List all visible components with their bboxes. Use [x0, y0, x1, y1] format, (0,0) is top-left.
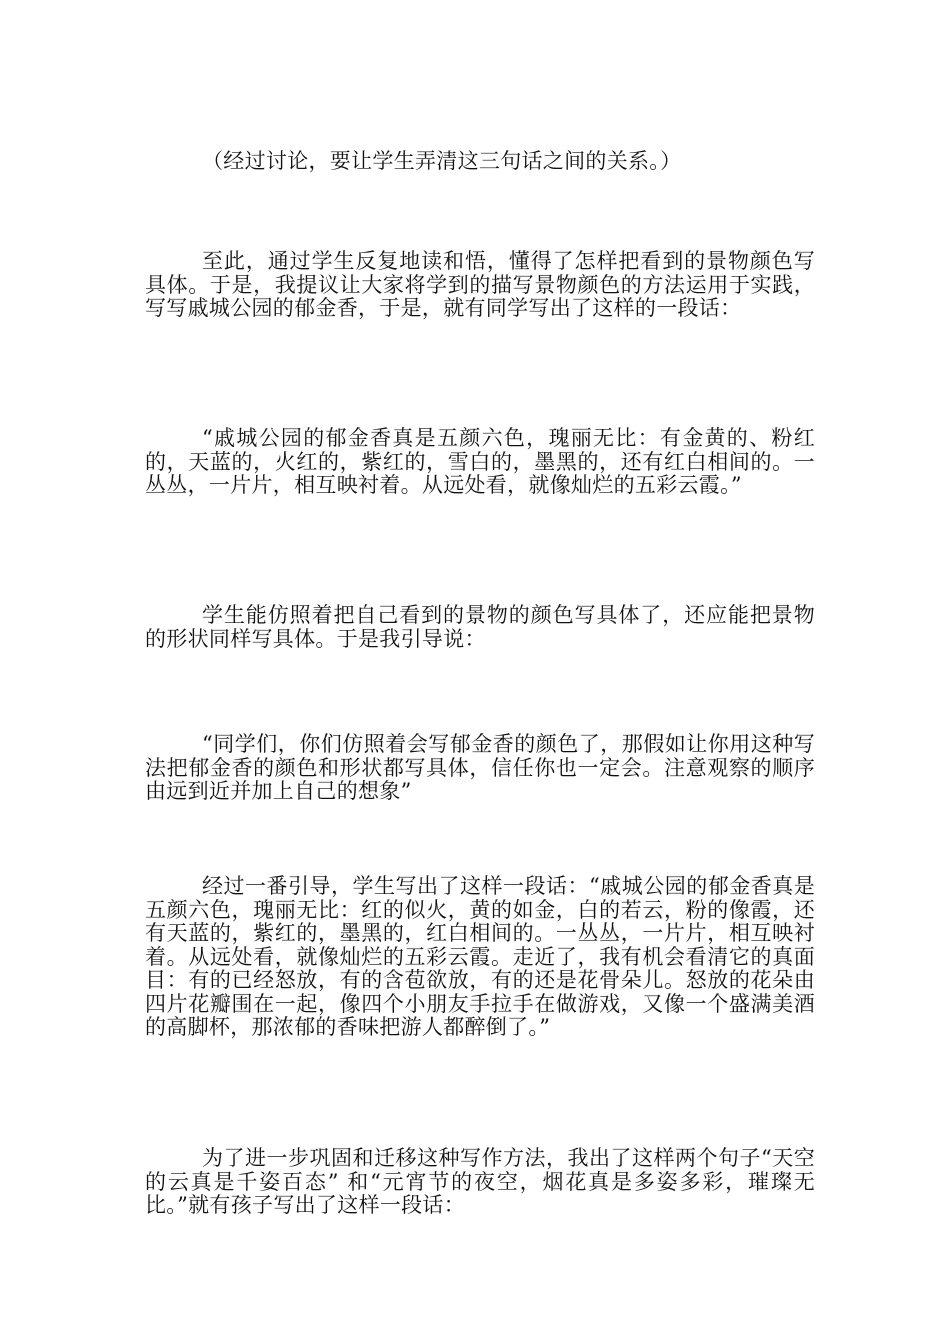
- paragraph-student-passage: 经过一番引导，学生写出了这样一段话：“戚城公园的郁金香真是五颜六色，瑰丽无比：红的似火，黄的如金，白的若云，粉的像霞，还有天蓝的，紫红的，墨黑的，红白相间的。一丛丛，一片片，相互映衬着。从远处看，就像灿烂的五彩云霞。走近了，我有机会看清它的真面目：有的已经怒放，有的含苞欲放，有的还是花骨朵儿。怒放的花朵由四片花瓣围在一起，像四个小朋友手拉手在做游戏，又像一个盛满美酒的高脚杯，那浓郁的香味把游人都醉倒了。”: [145, 874, 815, 1039]
- paragraph-tulip-colors-quote: “戚城公园的郁金香真是五颜六色，瑰丽无比：有金黄的、粉红的，天蓝的，火红的，紫红的，雪白的，墨黑的，还有红白相间的。一丛丛，一片片，相互映衬着。从远处看，就像灿烂的五彩云霞。”: [145, 426, 815, 497]
- paragraph-transfer-exercise: 为了进一步巩固和迁移这种写作方法，我出了这样两个句子“天空的云真是千姿百态” 和“元宵节的夜空，烟花真是多姿多彩，璀璨无比。”就有孩子写出了这样一段话：: [145, 1146, 815, 1217]
- paragraph-discussion-note: （经过讨论，要让学生弄清这三句话之间的关系。）: [202, 149, 682, 173]
- paragraph-shape-guidance: 学生能仿照着把自己看到的景物的颜色写具体了，还应能把景物的形状同样写具体。于是我引导说：: [145, 603, 815, 651]
- paragraph-teacher-prompt: “同学们，你们仿照着会写郁金香的颜色了，那假如让你用这种写法把郁金香的颜色和形状都写具体，信任你也一定会。注意观察的顺序由远到近并加上自己的想象”: [145, 732, 815, 803]
- paragraph-color-method: 至此，通过学生反复地读和悟，懂得了怎样把看到的景物颜色写具体。于是，我提议让大家将学到的描写景物颜色的方法运用于实践，写写戚城公园的郁金香，于是，就有同学写出了这样的一段话：: [145, 249, 815, 320]
